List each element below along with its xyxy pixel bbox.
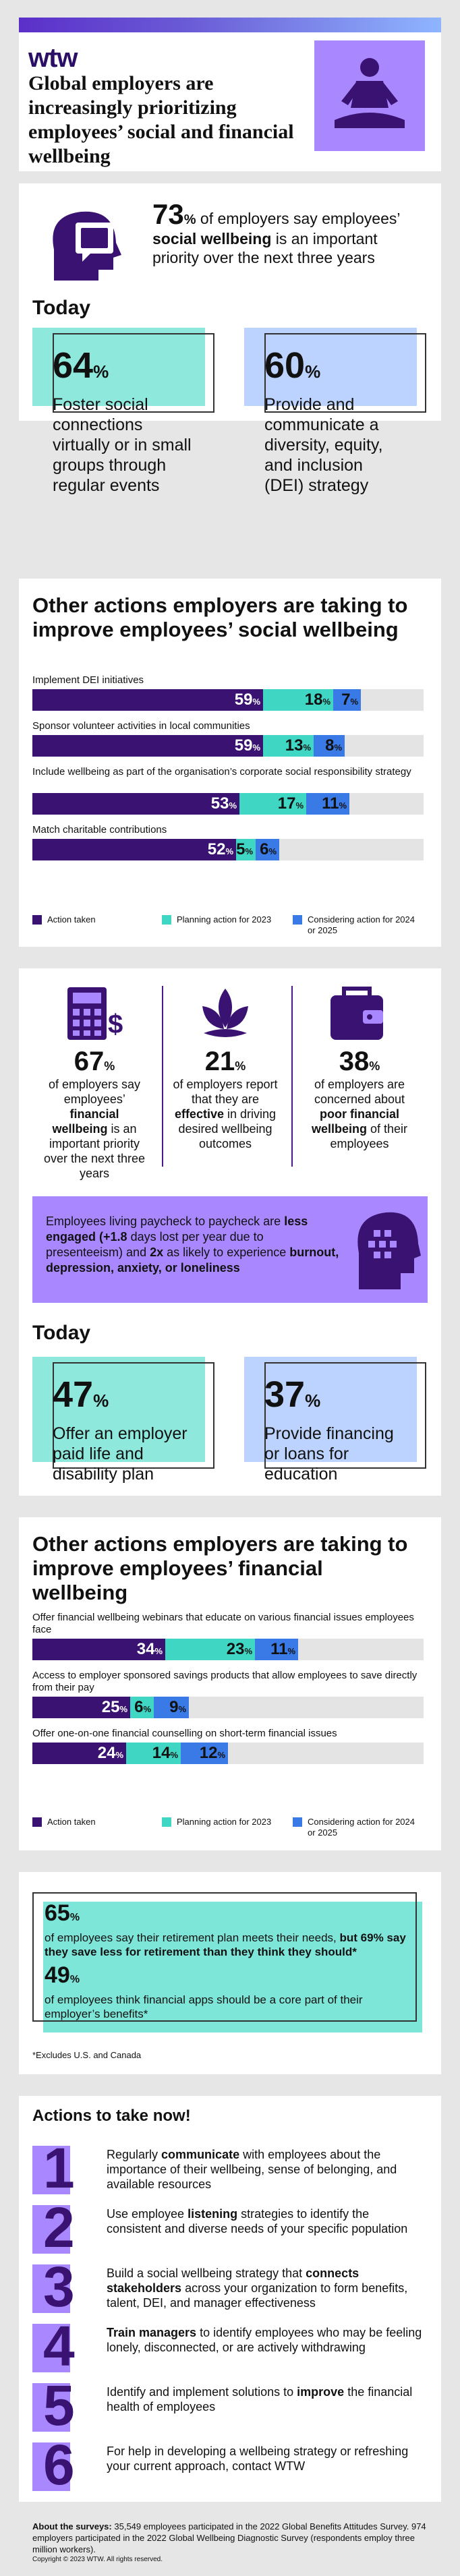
social-box-1-pct: 64 bbox=[53, 345, 94, 386]
action-item bbox=[32, 2375, 428, 2436]
social-head-icon bbox=[40, 202, 130, 286]
action-item bbox=[32, 2316, 428, 2376]
financial-stat-3: 38% of employers are concerned about poor financial wellbeing of their employees bbox=[311, 1047, 408, 1150]
action-text: Build a social wellbeing strategy that connects stakeholders across your organization to form benefits, talent, DEI, and manager effectiveness bbox=[107, 2266, 408, 2310]
social-stat-pre: of employers say employees’ bbox=[200, 210, 400, 227]
action-number: 5 bbox=[43, 2374, 75, 2437]
financial-bar-track bbox=[32, 1639, 424, 1660]
action-item bbox=[32, 2197, 428, 2258]
action-text: Use employee listening strategies to identify the consistent and diverse needs of your specific population bbox=[107, 2207, 408, 2235]
social-box-2-text: Provide and communicate a diversity, equity, and inclusion (DEI) strategy bbox=[264, 395, 383, 495]
social-bar-label: Sponsor volunteer activities in local communities bbox=[32, 720, 250, 732]
action-item bbox=[32, 2256, 428, 2317]
about-surveys: About the surveys: 35,549 employees participated in the 2022 Global Benefits Attitudes Survey. 974 employers participated in the 2022 Global Wellbeing Diagnostic Survey (respondents employ three million workers). bbox=[32, 2521, 426, 2554]
social-stat-bold: social wellbeing bbox=[152, 230, 272, 247]
action-item bbox=[32, 2434, 428, 2495]
financial-bar-label: Offer one-on-one financial counselling on short-term financial issues bbox=[32, 1728, 337, 1739]
social-bar-track bbox=[32, 735, 424, 757]
social-bar-label: Implement DEI initiatives bbox=[32, 674, 144, 686]
meditation-icon bbox=[314, 40, 425, 151]
action-number: 4 bbox=[43, 2314, 75, 2378]
social-bar-segment-taken: 52% bbox=[32, 839, 236, 860]
financial-bar-segment-planning: 23% bbox=[165, 1639, 255, 1660]
social-bar-track bbox=[32, 793, 424, 815]
social-bar-track bbox=[32, 839, 424, 860]
social-bar-segment-planning: 18% bbox=[263, 689, 333, 711]
wtw-logo: wtw bbox=[28, 43, 78, 73]
retirement-stat-2: 49% of employees think financial apps should be a core part of their employer’s benefits* bbox=[45, 1962, 363, 2020]
action-text: Identify and implement solutions to improve the financial health of employees bbox=[107, 2385, 413, 2413]
divider-1 bbox=[162, 986, 163, 1167]
social-box-1-content: 64% Foster social connections virtually or in small groups through regular events bbox=[39, 333, 208, 508]
social-stat-pct: 73 bbox=[152, 198, 184, 230]
lotus-icon bbox=[198, 986, 252, 1043]
financial-bar-track bbox=[32, 1697, 424, 1718]
paycheck-callout-text: Employees living paycheck to paycheck are less engaged (+1.8 days lost per year due to presenteeism) and 2x as likely to experience burnout, depression, anxiety, or loneliness bbox=[46, 1214, 339, 1275]
financial-stat-2: 21% of employers report that they are effective in driving desired wellbeing outcomes bbox=[173, 1047, 278, 1150]
financial-stat-1: 67% of employers say employees’ financial wellbeing is an important priority over the next three years bbox=[43, 1047, 146, 1180]
social-bar-segment-planning: 17% bbox=[239, 793, 306, 815]
financial-bar-segment-taken: 24% bbox=[32, 1743, 126, 1764]
action-text: For help in developing a wellbeing strategy or refreshing your current approach, contact WTW bbox=[107, 2445, 409, 2473]
paycheck-callout bbox=[32, 1196, 428, 1303]
retirement-footnote: *Excludes U.S. and Canada bbox=[32, 2050, 142, 2060]
legend-considering: Considering action for 2024 or 2025 bbox=[293, 1817, 421, 1838]
financial-bar-segment-considering: 11% bbox=[255, 1639, 298, 1660]
financial-bar-label: Offer financial wellbeing webinars that educate on various financial issues employees face bbox=[32, 1612, 414, 1635]
social-bar-segment-planning: 13% bbox=[263, 735, 314, 757]
financial-bar-segment-taken: 34% bbox=[32, 1639, 165, 1660]
financial-box-2-content: 37% Provide financing or loans for education bbox=[264, 1374, 394, 1484]
legend-planning: Planning action for 2023 bbox=[162, 1817, 271, 1827]
financial-actions-title: Other actions employers are taking to improve employees’ financial wellbeing bbox=[32, 1532, 408, 1604]
legend-action-taken: Action taken bbox=[32, 1817, 96, 1827]
social-bar-segment-taken: 59% bbox=[32, 735, 263, 757]
action-item bbox=[32, 2138, 428, 2198]
social-legend bbox=[32, 914, 424, 939]
financial-bar-segment-planning: 6% bbox=[130, 1697, 154, 1718]
divider-2 bbox=[291, 986, 293, 1167]
legend-planning: Planning action for 2023 bbox=[162, 914, 271, 925]
social-bar-label: Include wellbeing as part of the organisation’s corporate social responsibility strategy bbox=[32, 766, 411, 778]
social-bar-label: Match charitable contributions bbox=[32, 824, 167, 836]
action-number: 1 bbox=[43, 2136, 75, 2200]
action-text: Regularly communicate with employees about the importance of their wellbeing, sense of belonging, and available resources bbox=[107, 2148, 397, 2191]
financial-bar-segment-taken: 25% bbox=[32, 1697, 130, 1718]
social-stat-post: is an important priority over the next three years bbox=[152, 230, 378, 266]
financial-bar-segment-considering: 9% bbox=[154, 1697, 189, 1718]
social-today-heading: Today bbox=[32, 297, 91, 319]
financial-bar-track bbox=[32, 1743, 424, 1764]
retirement-stat-1: 65% of employees say their retirement plan meets their needs, but 69% say they save less for retirement than they think they should* bbox=[45, 1900, 406, 1958]
social-bar-segment-planning: 5% bbox=[236, 839, 256, 860]
social-box-2-content: 60% Provide and communicate a diversity, equity, and inclusion (DEI) strategy bbox=[251, 333, 420, 508]
social-bar-segment-considering: 7% bbox=[333, 689, 361, 711]
financial-legend bbox=[32, 1817, 424, 1841]
action-number: 3 bbox=[43, 2255, 75, 2318]
social-bar-track bbox=[32, 689, 424, 711]
svg-text:$: $ bbox=[108, 1009, 123, 1039]
action-number: 6 bbox=[43, 2433, 75, 2496]
social-bar-segment-considering: 11% bbox=[306, 793, 349, 815]
social-actions-title: Other actions employers are taking to improve employees’ social wellbeing bbox=[32, 593, 408, 641]
social-bar-segment-taken: 53% bbox=[32, 793, 239, 815]
financial-box-1-content: 47% Offer an employer paid life and disability plan bbox=[53, 1374, 188, 1484]
action-number: 2 bbox=[43, 2196, 75, 2259]
header-stripe bbox=[19, 18, 441, 32]
legend-considering: Considering action for 2024 or 2025 bbox=[293, 914, 421, 936]
financial-bar-segment-considering: 12% bbox=[181, 1743, 228, 1764]
social-box-2-pct: 60 bbox=[264, 345, 306, 386]
social-box-1-text: Foster social connections virtually or in small groups through regular events bbox=[53, 395, 192, 495]
social-stat: 73% of employers say employees’ social wellbeing is an important priority over the next three years bbox=[152, 198, 400, 266]
wallet-icon bbox=[328, 986, 386, 1043]
financial-bar-label: Access to employer sponsored savings products that allow employees to save directly from their pay bbox=[32, 1670, 418, 1693]
action-text: Train managers to identify employees who may be feeling lonely, disconnected, or are actively withdrawing bbox=[107, 2326, 422, 2354]
financial-today-heading: Today bbox=[32, 1322, 91, 1344]
social-bar-segment-considering: 6% bbox=[256, 839, 279, 860]
actions-title: Actions to take now! bbox=[32, 2107, 191, 2125]
legend-action-taken: Action taken bbox=[32, 914, 96, 925]
fractured-head-icon bbox=[349, 1206, 422, 1293]
calculator-icon bbox=[65, 986, 125, 1043]
page-title: Global employers are increasingly prioritizing employees’ social and financial wellbeing bbox=[28, 72, 294, 167]
copyright: Copyright © 2023 WTW. All rights reserved. bbox=[32, 2556, 163, 2563]
social-bar-segment-taken: 59% bbox=[32, 689, 263, 711]
social-bar-segment-considering: 8% bbox=[314, 735, 345, 757]
financial-bar-segment-planning: 14% bbox=[126, 1743, 181, 1764]
